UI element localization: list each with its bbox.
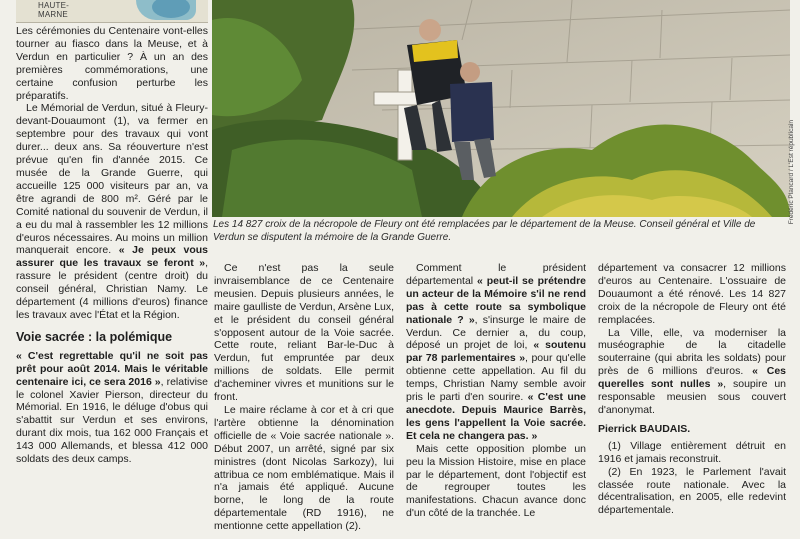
city-paragraph [598,327,786,417]
memorial-text-end: , rassure le président (centre droit) du conseil général, Christian Namy. Le département (4 millions d'euros) finance les travaux avec l'État et la Région. [16,257,208,321]
pierson-text: , relativise le colonel Xavier Pierson, directeur du Mémorial. En 1916, le déluge d'obus qui s'abattit sur Verdun et ses environs, durant dix mois, tua 162 000 Français et 143 000 Allemands, et blessa 412 000 soldats des deux camps. [16,375,209,466]
photo-scene [212,0,790,217]
mayor-paragraph [406,262,586,443]
city-text: La Ville, elle, va moderniser la muséographie de la citadelle souterraine (qui abrita les soldats) pour près de 6 millions d'euros. [598,326,786,378]
map-region-label: HAUTE- MARNE [38,1,69,19]
location-map [16,0,208,23]
article-column-3 [406,262,586,520]
article-photo [212,0,790,217]
pierson-paragraph [16,350,208,466]
lead-paragraph: Les cérémonies du Centenaire vont-elles tourner au fiasco dans la Meuse, et à Verdun en particulier ? À un an des premières commémorations, une certaine confusion perturbe les préparatifs. [16,25,208,102]
budget-paragraph: département va consacrer 12 millions d'euros au Centenaire. L'ossuaire de Douaumont a été rénové. Les 14 827 croix de la nécropole de Fleury ont été remplacées. [598,262,786,326]
footnote-1: (1) Village entièrement détruit en 1916 et jamais reconstruit. [598,439,786,465]
section-subheading: Voie sacrée : la polémique [16,329,173,344]
mayor-quote: « peut-il se prétendre un acteur de la Mémoire s'il ne rend pas à cette route sa symbolique nationale ? » [406,274,586,326]
mayor-text-start: Comment le président départemental [406,262,586,287]
namy-quote: « Je peux vous assurer que les travaux se feront » [16,244,208,270]
mission-paragraph: Mais cette opposition plombe un peu la Mission Histoire, mise en place par le département, dont l'objectif est de regrouper toutes les manifestations. Chacun avance donc d'un côté de la tranchée. Le [406,442,586,520]
footnote-2: (2) En 1923, le Parlement l'avait classée route nationale. Avec la décentralisation, en 2005, elle redevint départementale. [598,465,786,517]
photo-caption: Les 14 827 croix de la nécropole de Fleury ont été remplacées par le département de la Meuse. Conseil général et Ville de Verdun se disputent la mémoire de la Grande Guerre. [213,219,756,243]
mayor-text: , s'insurge le maire de Verdun. Ce dernier a, du coup, déposé un projet de loi, [406,313,586,352]
mayor-text-2: , pour qu'elle obtienne cette appellation. Au fil du temps, Christian Namy semble avoir pris le parti d'en sourire. [406,352,586,404]
article-column-2 [214,262,394,533]
memorial-paragraph [16,102,208,321]
memorial-text: Le Mémorial de Verdun, situé à Fleury-devant-Douaumont (1), va fermer en septembre pour des travaux qui vont durer... deux ans. Sa réouverture n'est prévue qu'en fin d'année 2015. Ce musée de la Grande Guerre, qui accueille 125 000 visiteurs par an, va être agrandi de 800 m². Géré par le Comité national du souvenir de Verdun, il a eu du mal à rassembler les 12 millions d'euros nécessaires. Au moins un million manquerait encore. [16,102,208,257]
namy-barres-quote: « C'est une anecdote. Depuis Maurice Barrès, les gens l'appellent la Voie sacrée. Et cela ne changera pas. » [406,391,586,442]
city-text-end: , soupire un responsable meusien sous couvert d'anonymat. [598,378,786,416]
author-byline: Pierrick BAUDAIS. [598,422,691,435]
pierson-quote: « C'est regrettable qu'il ne soit pas prêt pour août 2014. Mais le véritable centenaire ici, ce sera 2016 » [16,349,208,388]
article-column-1 [16,25,208,466]
voie-sacree-paragraph: Ce n'est pas la seule invraisemblance de ce Centenaire meusien. Depuis plusieurs années, le maire gaulliste de Verdun, Arsène Lux, et le président du conseil général s'opposent autour de la Voie sacrée. Cette route, reliant Bar-le-Duc à Verdun, fut empruntée par deux millions de soldats. Elle permit d'acheminer vivres et munitions sur le front. [214,262,394,404]
footnotes [598,440,786,517]
denomination-paragraph: Le maire réclame à cor et à cri que l'artère obtienne la dénomination officielle de « Voie sacrée nationale ». Début 2007, un arrêté, signé par six ministres (dont Nicolas Sarkozy), lui attribua ce nom emblématique. Mais il n'a jamais été appliqué. Aucune borne, le long de la route départementale (RD 1916), ne mentionne cette appellation (2). [214,403,394,533]
quarrels-quote: « Ces querelles sont nulles » [598,365,786,391]
parliament-quote: « soutenu par 78 parlementaires » [406,339,586,365]
photo-credit: Frédéric Plancard / L'Est républicain [788,120,795,225]
article-column-4 [598,262,786,517]
